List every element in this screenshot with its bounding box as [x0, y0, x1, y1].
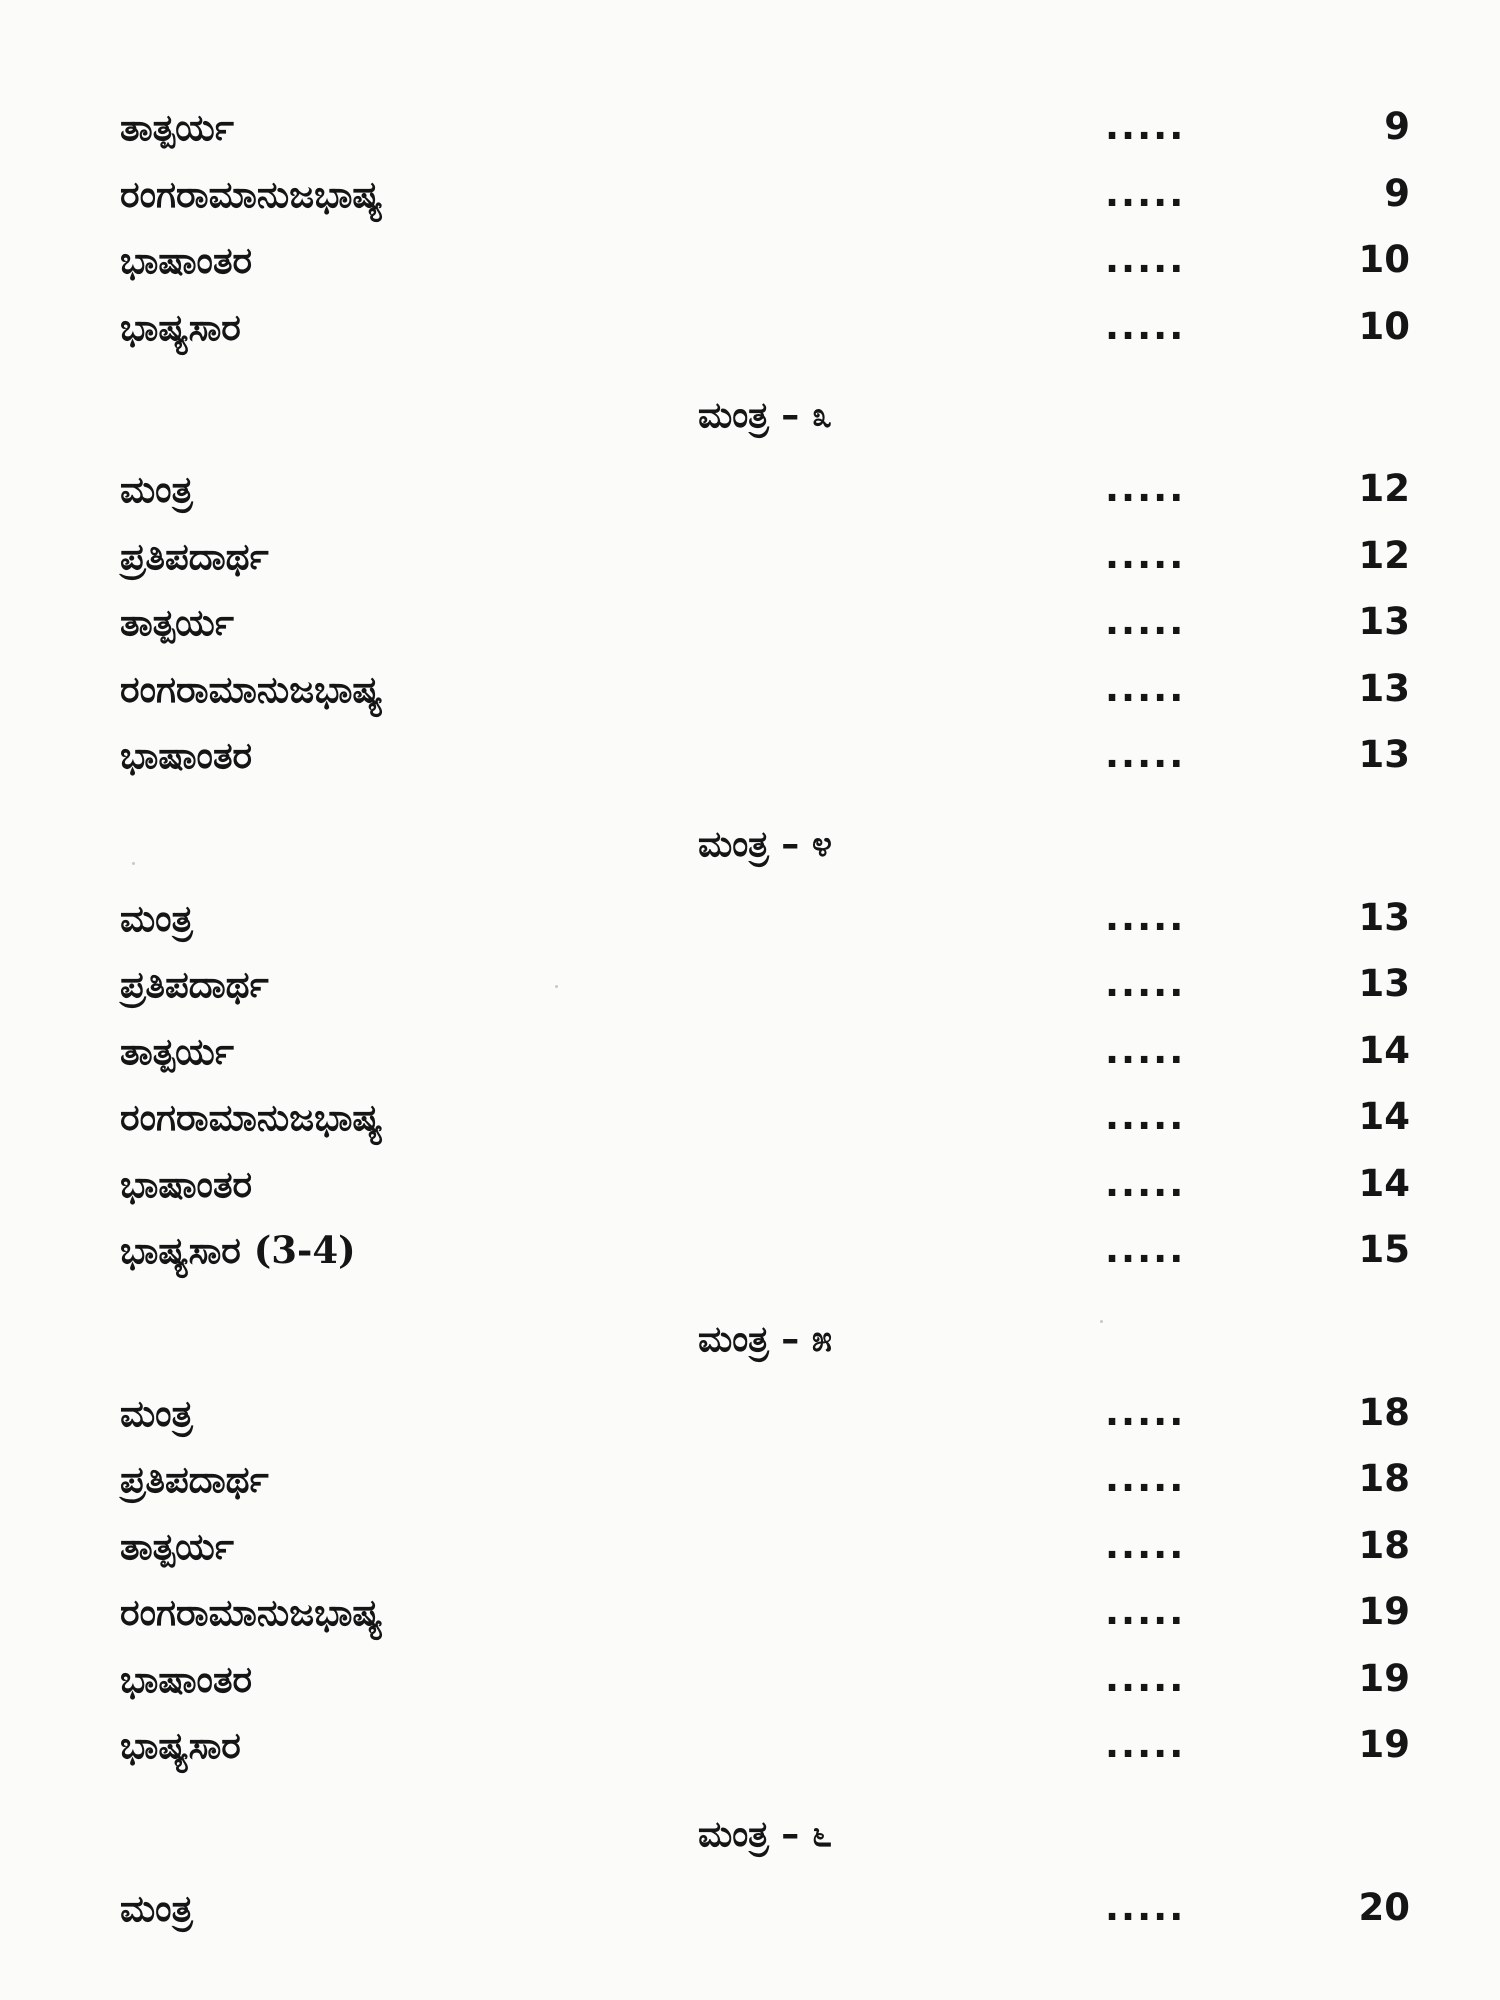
toc-entry-title: ಮಂತ್ರ	[120, 467, 193, 511]
toc-leader-dots: .....	[1105, 1457, 1186, 1500]
toc-entry	[120, 1218, 1410, 1285]
toc-page-number: 19	[1358, 1723, 1410, 1766]
toc-entry	[120, 162, 1410, 229]
toc-leader-dots: .....	[1105, 533, 1186, 577]
toc-entry-title: ಭಾಷ್ಯಸಾರ	[120, 304, 241, 349]
toc-leader-dots: .....	[1105, 1028, 1186, 1072]
toc-page-number: 10	[1358, 304, 1410, 348]
toc-entry-title: ಭಾಷಾಂತರ	[120, 1161, 253, 1206]
toc-entry-title: ಭಾಷಾಂತರ	[120, 1656, 253, 1701]
toc-entry-title: ತಾತ್ಪರ್ಯ	[120, 600, 234, 644]
section-heading-text: ಮಂತ್ರ – ೪	[697, 823, 832, 865]
toc-leader-dots: .....	[1105, 467, 1186, 510]
toc-page-number: 20	[1358, 1885, 1410, 1929]
toc-page-number: 9	[1384, 105, 1410, 148]
toc-entry	[120, 1876, 1410, 1943]
toc-entry	[120, 1713, 1410, 1780]
toc-leader-dots: .....	[1105, 1885, 1186, 1929]
toc-entry-title: ಭಾಷ್ಯಸಾರ	[120, 1723, 241, 1767]
toc-entry-title: ತಾತ್ಪರ್ಯ	[120, 1028, 234, 1073]
toc-page-number: 10	[1358, 238, 1410, 281]
toc-entry	[120, 524, 1410, 591]
toc-page-number: 9	[1384, 171, 1410, 215]
toc-page-number: 13	[1358, 733, 1410, 776]
toc-entry	[120, 657, 1410, 724]
toc-leader-dots: .....	[1105, 1723, 1186, 1766]
toc-leader-dots: .....	[1105, 304, 1186, 348]
toc-leader-dots: .....	[1105, 666, 1186, 710]
toc-leader-dots: .....	[1105, 962, 1186, 1005]
toc-page-number: 18	[1358, 1390, 1410, 1434]
toc-entry	[120, 952, 1410, 1019]
toc-entry-title: ರಂಗರಾಮಾನುಜಭಾಷ್ಯ	[120, 1095, 383, 1139]
toc-leader-dots: .....	[1105, 171, 1186, 215]
toc-entry-title: ರಂಗರಾಮಾನುಜಭಾಷ್ಯ	[120, 666, 383, 711]
toc-page-number: 13	[1358, 962, 1410, 1005]
toc-entry-title: ಪ್ರತಿಪದಾರ್ಥ	[120, 962, 269, 1006]
toc-page-number: 18	[1358, 1457, 1410, 1500]
toc-leader-dots: .....	[1105, 1228, 1186, 1271]
toc-entry	[120, 590, 1410, 657]
toc-page-number: 14	[1358, 1161, 1410, 1205]
toc-entry	[120, 1447, 1410, 1514]
toc-page-number: 19	[1358, 1656, 1410, 1700]
toc-entry	[120, 1647, 1410, 1714]
toc-page-number: 13	[1358, 666, 1410, 710]
section-heading	[120, 361, 1410, 457]
toc-entry-title: ಭಾಷಾಂತರ	[120, 238, 253, 282]
toc-leader-dots: .....	[1105, 600, 1186, 643]
toc-leader-dots: .....	[1105, 1656, 1186, 1700]
toc-page-number: 19	[1358, 1590, 1410, 1633]
toc-leader-dots: .....	[1105, 238, 1186, 281]
toc-entry-title: ಪ್ರತಿಪದಾರ್ಥ	[120, 1457, 269, 1501]
toc-entry	[120, 1019, 1410, 1086]
toc-leader-dots: .....	[1105, 1590, 1186, 1633]
toc-entry	[120, 1152, 1410, 1219]
toc-entry	[120, 723, 1410, 790]
toc-page-number: 14	[1358, 1028, 1410, 1072]
toc-entry-title: ತಾತ್ಪರ್ಯ	[120, 105, 234, 149]
table-of-contents	[120, 95, 1410, 1942]
toc-entry-title: ರಂಗರಾಮಾನುಜಭಾಷ್ಯ	[120, 1590, 383, 1634]
toc-page-number: 15	[1358, 1228, 1410, 1271]
toc-leader-dots: .....	[1105, 1390, 1186, 1434]
toc-entry-title: ಭಾಷ್ಯಸಾರ (3-4)	[120, 1228, 356, 1272]
toc-entry-title: ಪ್ರತಿಪದಾರ್ಥ	[120, 533, 269, 578]
section-heading	[120, 1285, 1410, 1381]
toc-entry	[120, 457, 1410, 524]
toc-leader-dots: .....	[1105, 1523, 1186, 1567]
toc-leader-dots: .....	[1105, 733, 1186, 776]
toc-leader-dots: .....	[1105, 895, 1186, 939]
section-heading-text: ಮಂತ್ರ – ೩	[697, 395, 832, 436]
toc-entry-title: ಮಂತ್ರ	[120, 1885, 193, 1930]
section-heading	[120, 1780, 1410, 1876]
toc-page-number: 13	[1358, 600, 1410, 643]
toc-entry	[120, 228, 1410, 295]
toc-entry	[120, 295, 1410, 362]
toc-page-number: 12	[1358, 467, 1410, 510]
toc-page-number: 12	[1358, 533, 1410, 577]
toc-leader-dots: .....	[1105, 1095, 1186, 1138]
toc-entry-title: ಭಾಷಾಂತರ	[120, 733, 253, 777]
toc-entry	[120, 1514, 1410, 1581]
toc-entry	[120, 95, 1410, 162]
toc-leader-dots: .....	[1105, 1161, 1186, 1205]
toc-page-number: 18	[1358, 1523, 1410, 1567]
toc-page-number: 13	[1358, 895, 1410, 939]
section-heading-text: ಮಂತ್ರ – ೬	[697, 1813, 832, 1855]
section-heading	[120, 790, 1410, 886]
toc-entry	[120, 1085, 1410, 1152]
toc-entry-title: ತಾತ್ಪರ್ಯ	[120, 1523, 234, 1568]
toc-page-number: 14	[1358, 1095, 1410, 1138]
section-heading-text: ಮಂತ್ರ – ೫	[697, 1318, 832, 1360]
toc-entry	[120, 886, 1410, 953]
toc-entry-title: ರಂಗರಾಮಾನುಜಭಾಷ್ಯ	[120, 171, 383, 216]
toc-entry-title: ಮಂತ್ರ	[120, 1390, 193, 1435]
toc-leader-dots: .....	[1105, 105, 1186, 148]
toc-entry	[120, 1580, 1410, 1647]
toc-entry-title: ಮಂತ್ರ	[120, 895, 193, 940]
toc-entry	[120, 1381, 1410, 1448]
